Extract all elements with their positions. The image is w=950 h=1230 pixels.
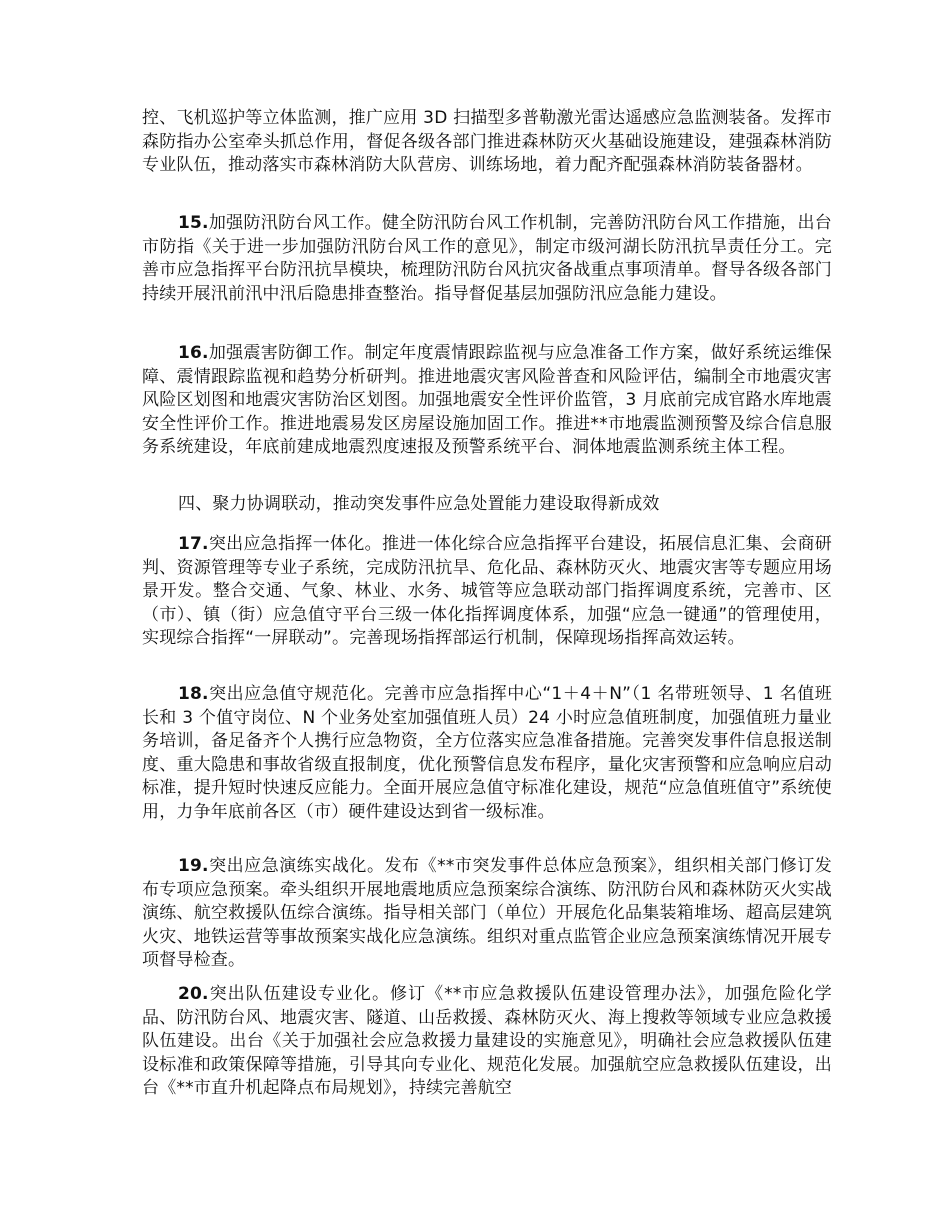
paragraph-text: 突出应急指挥一体化。推进一体化综合应急指挥平台建设，拓展信息汇集、会商研判、资源管理等专业子系统，完成防汛抗旱、危化品、森林防灭火、地震灾害等专题应用场景开发。整合交通、气象、林业、水务、城管等应急联动部门指挥调度系统，完善市、区（市）、镇（街）应急值守平台三级一体化指挥调度体系，加强“应急一键通”的管理使用，实现综合指挥“一屏联动”。完善现场指挥部运行机制，保障现场指挥高效运转。 — [142, 534, 832, 649]
item-number: 19. — [178, 856, 209, 876]
item-number: 16. — [178, 343, 209, 363]
paragraph-20-teams — [142, 983, 832, 1101]
paragraph-19-drills — [142, 855, 832, 973]
paragraph-forest-fire-continued — [142, 107, 832, 178]
paragraph-text: 突出应急值守规范化。完善市应急指挥中心“1＋4＋N”（1 名带班领导、1 名值班长和 3 个值守岗位、N 个业务处室加强值班人员）24 小时应急值班制度，加强值班力量业务培训，备足备齐个人携行应急物资，全方位落实应急准备措施。完善突发事件信息报送制度、重大隐患和事故省级直报制度，优化预警信息发布程序，量化灾害预警和应急响应启动标准，提升短时快速反应能力。全面开展应急值守标准化建设，规范“应急值班值守”系统使用，力争年底前各区（市）硬件建设达到省一级标准。 — [142, 684, 832, 822]
item-number: 18. — [178, 684, 209, 704]
paragraph-text: 突出应急演练实战化。发布《**市突发事件总体应急预案》，组织相关部门修订发布专项应急预案。牵头组织开展地震地质应急预案综合演练、防汛防台风和森林防灭火实战演练、航空救援队伍综合演练。指导相关部门（单位）开展危化品集装箱堆场、超高层建筑火灾、地铁运营等事故预案实战化应急演练。组织对重点监管企业应急预案演练情况开展专项督导检查。 — [142, 856, 832, 971]
paragraph-17-command — [142, 533, 832, 651]
item-number: 20. — [178, 984, 209, 1004]
paragraph-16-earthquake — [142, 342, 832, 460]
item-number: 17. — [178, 534, 209, 554]
paragraph-text: 加强震害防御工作。制定年度震情跟踪监视与应急准备工作方案，做好系统运维保障、震情跟踪监视和趋势分析研判。推进地震灾害风险普查和风险评估，编制全市地震灾害风险区划图和地震灾害防治区划图。加强地震安全性评价监管，3 月底前完成官路水库地震安全性评价工作。推进地震易发区房屋设施加固工作。推进**市地震监测预警及综合信息服务系统建设，年底前建成地震烈度速报及预警系统平台、洞体地震监测系统主体工程。 — [142, 343, 832, 458]
item-number: 15. — [178, 213, 209, 233]
section-heading-four — [142, 493, 832, 517]
paragraph-text: 控、飞机巡护等立体监测，推广应用 3D 扫描型多普勒激光雷达遥感应急监测装备。发挥市森防指办公室牵头抓总作用，督促各级各部门推进森林防灭火基础设施建设，建强森林消防专业队伍，推动落实市森林消防大队营房、训练场地，着力配齐配强森林消防装备器材。 — [142, 108, 832, 176]
paragraph-text: 加强防汛防台风工作。健全防汛防台风工作机制，完善防汛防台风工作措施，出台市防指《关于进一步加强防汛防台风工作的意见》，制定市级河湖长防汛抗旱责任分工。完善市应急指挥平台防汛抗旱模块，梳理防汛防台风抗灾备战重点事项清单。督导各级各部门持续开展汛前汛中汛后隐患排查整治。指导督促基层加强防汛应急能力建设。 — [142, 213, 832, 304]
paragraph-text: 突出队伍建设专业化。修订《**市应急救援队伍建设管理办法》，加强危险化学品、防汛防台风、地震灾害、隧道、山岳救援、森林防灭火、海上搜救等领域专业应急救援队伍建设。出台《关于加强社会应急救援力量建设的实施意见》，明确社会应急救援队伍建设标准和政策保障等措施，引导其向专业化、规范化发展。加强航空应急救援队伍建设，出台《**市直升机起降点布局规划》，持续完善航空 — [142, 984, 832, 1099]
paragraph-15-flood-typhoon — [142, 212, 832, 306]
section-heading-text: 四、聚力协调联动，推动突发事件应急处置能力建设取得新成效 — [178, 494, 660, 514]
paragraph-18-duty — [142, 683, 832, 825]
